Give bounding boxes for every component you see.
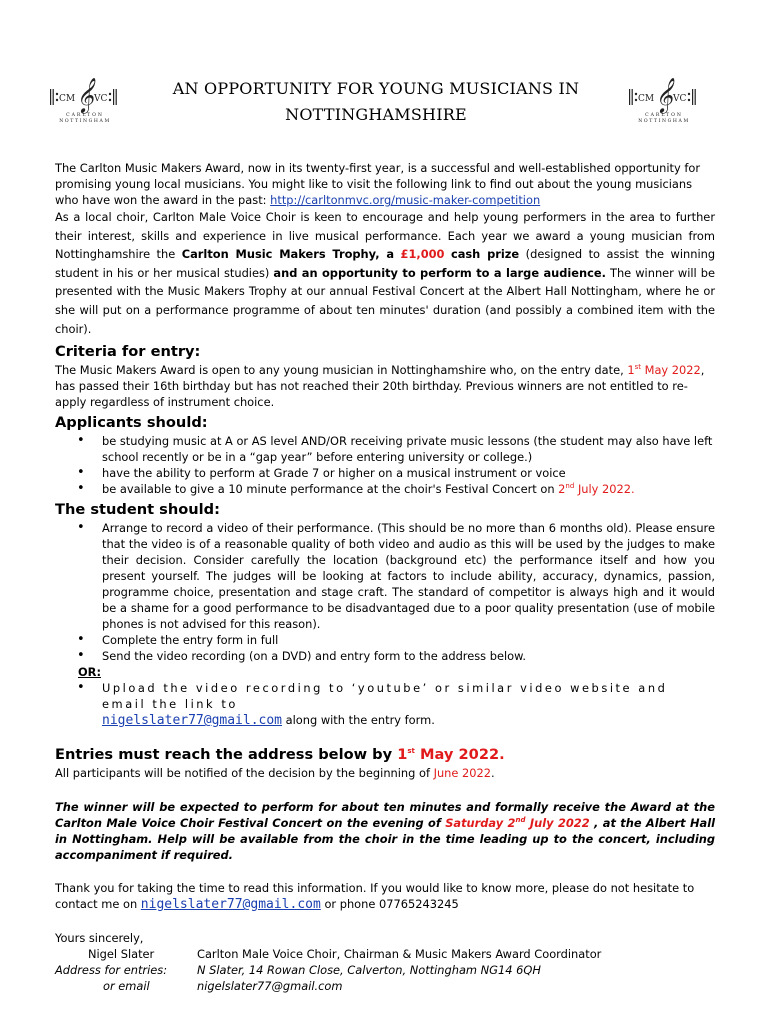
notified-paragraph: All participants will be notified of the decision by the beginning of June 2022. bbox=[55, 766, 495, 781]
trophy-text: Carlton Music Makers Trophy, a bbox=[181, 247, 395, 262]
winner-text-2: , at the Albert Hall in Nottingham. Help will be available from the choir in the time leading up to the concert, including accompaniment if required. bbox=[55, 816, 716, 863]
logo-cm: CM bbox=[638, 94, 655, 104]
signer-role: Carlton Male Voice Choir, Chairman & Music Makers Award Coordinator bbox=[197, 947, 602, 962]
entry-date: 1st May 2022 bbox=[627, 363, 701, 378]
list-item: • Arrange to record a video of their performance. (This should be no more than 6 months old). Please ensure that the video is of a reasonable quality of both video and audio as this will be used by the judges to make their decision. Consider carefully the location (background etc) the performance itself and how you present yourself. The judges will be looking at factors to include ability, accuracy, dynamics, passion, programme choice, presentation and stage craft. The standard of competitor is always high and it would be a shame for a good performance to be disadvantaged due to a poor quality presentation (use of mobile phones is not advised for this reason). bbox=[102, 520, 715, 632]
upload-list bbox=[55, 680, 715, 729]
criteria-heading: Criteria for entry: bbox=[55, 343, 201, 361]
upload-text: Upload the video recording to ‘youtube’ or similar video website and email the link to bbox=[102, 681, 668, 712]
competition-link[interactable]: http://carltonmvc.org/music-maker-competition bbox=[270, 193, 541, 207]
festival-date: Saturday 2nd July 2022 bbox=[445, 816, 590, 831]
contact-email-link[interactable]: nigelslater77@gmail.com bbox=[140, 897, 321, 913]
choir-paragraph bbox=[55, 208, 715, 338]
logo-vc: VC bbox=[673, 94, 687, 104]
choir-logo-left bbox=[48, 74, 122, 124]
student-list bbox=[55, 520, 715, 664]
intro-text: The Carlton Music Makers Award, now in its twenty-first year, is a successful and well-established opportunity for promising young local musicians. You might like to visit the following link to find out about the young musicians who have won the award in the past: bbox=[55, 161, 700, 207]
logo-place-2: NOTTINGHAM bbox=[59, 119, 111, 124]
logo-place-1: CARLTON bbox=[645, 113, 683, 118]
signoff-block bbox=[55, 930, 715, 994]
intro-paragraph bbox=[55, 160, 715, 208]
logo-cm: CM bbox=[59, 94, 76, 104]
winner-paragraph bbox=[55, 799, 715, 863]
list-item: • Send the video recording (on a DVD) and entry form to the address below. bbox=[102, 648, 715, 664]
page-title bbox=[160, 76, 592, 128]
logo-place-1: CARLTON bbox=[66, 113, 104, 118]
title-line-1: AN OPPORTUNITY FOR YOUNG MUSICIANS IN bbox=[172, 79, 580, 98]
choir-text: As a local choir, Carlton Male Voice Choir is keen to encourage and help young performers in the area to further their interest, skills and experience in live musical performance. Each year we award a young musician from Nottinghamshire the bbox=[55, 210, 715, 262]
thanks-text: Thank you for taking the time to read this information. If you would like to know more, please do not hesitate to contact me on bbox=[55, 881, 695, 912]
list-item: • be studying music at A or AS level AND/OR receiving private music lessons (the student may also have left school recently or be in a “gap year” before entering university or college.) bbox=[102, 433, 715, 465]
cash-prize-text: cash prize bbox=[450, 247, 520, 262]
signer-name: Nigel Slater bbox=[88, 947, 155, 962]
criteria-text: The Music Makers Award is open to any young musician in Nottinghamshire who, on the entry date, bbox=[55, 363, 624, 378]
address-row bbox=[55, 962, 715, 978]
winner-text: The winner will be expected to perform for about ten minutes and formally receive the Award at the Carlton Male Voice Choir Festival Concert on the evening of bbox=[55, 800, 715, 831]
list-item: • Complete the entry form in full bbox=[102, 632, 715, 648]
list-item bbox=[102, 680, 715, 729]
list-item: • be available to give a 10 minute performance at the choir's Festival Concert on 2nd July 2022. bbox=[102, 481, 715, 497]
phone-number: 07765243245 bbox=[378, 897, 459, 912]
greeting: Yours sincerely, bbox=[55, 931, 144, 946]
treble-clef-icon: 𝄞 bbox=[655, 78, 673, 113]
title-line-2: NOTTINGHAMSHIRE bbox=[285, 105, 467, 124]
signoff-row bbox=[55, 946, 715, 962]
email-link[interactable]: nigelslater77@gmail.com bbox=[102, 713, 283, 729]
perform-text: and an opportunity to perform to a large audience. bbox=[273, 265, 606, 280]
treble-clef-icon: 𝄞 bbox=[76, 78, 94, 113]
entries-heading: Entries must reach the address below by 1st May 2022. bbox=[55, 746, 505, 764]
address-label: Address for entries: bbox=[55, 963, 168, 978]
thanks-paragraph bbox=[55, 880, 715, 913]
concert-date: 2nd July 2022. bbox=[558, 482, 635, 497]
email-row bbox=[55, 978, 715, 994]
signoff-email: nigelslater77@gmail.com bbox=[197, 979, 343, 994]
presentation-text: The winner will be presented with the Music Makers Trophy at our annual Festival Concert at the Albert Hall Nottingham, where he or she will put on a performance programme of about ten minutes' duration (and possibly a combined item with the choir). bbox=[55, 265, 716, 336]
prize-purpose: (designed to assist the winning student in his or her musical studies) bbox=[55, 247, 716, 280]
student-heading: The student should: bbox=[55, 501, 220, 519]
logo-place-2: NOTTINGHAM bbox=[638, 119, 690, 124]
address: N Slater, 14 Rowan Close, Calverton, Nottingham NG14 6QH bbox=[197, 963, 541, 978]
upload-tail: along with the entry form. bbox=[285, 713, 435, 728]
logo-vc: VC bbox=[94, 94, 108, 104]
notified-text: All participants will be notified of the decision by the beginning of bbox=[55, 766, 430, 781]
list-item: • have the ability to perform at Grade 7 or higher on a musical instrument or voice bbox=[102, 465, 715, 481]
prize-amount: £1,000 bbox=[400, 247, 445, 262]
or-label: OR: bbox=[78, 665, 102, 680]
email-label: or email bbox=[103, 979, 150, 994]
letter-body bbox=[55, 160, 715, 994]
choir-logo-right bbox=[627, 74, 701, 124]
applicants-heading: Applicants should: bbox=[55, 414, 208, 432]
notified-date: June 2022 bbox=[433, 766, 492, 781]
criteria-paragraph bbox=[55, 362, 715, 410]
phone-label: or phone bbox=[324, 897, 376, 912]
criteria-text-2: , has passed their 16th birthday but has not reached their 20th birthday. Previous winners are not entitled to re-apply regardless of instrument choice. bbox=[55, 363, 705, 410]
applicants-list bbox=[55, 433, 715, 497]
